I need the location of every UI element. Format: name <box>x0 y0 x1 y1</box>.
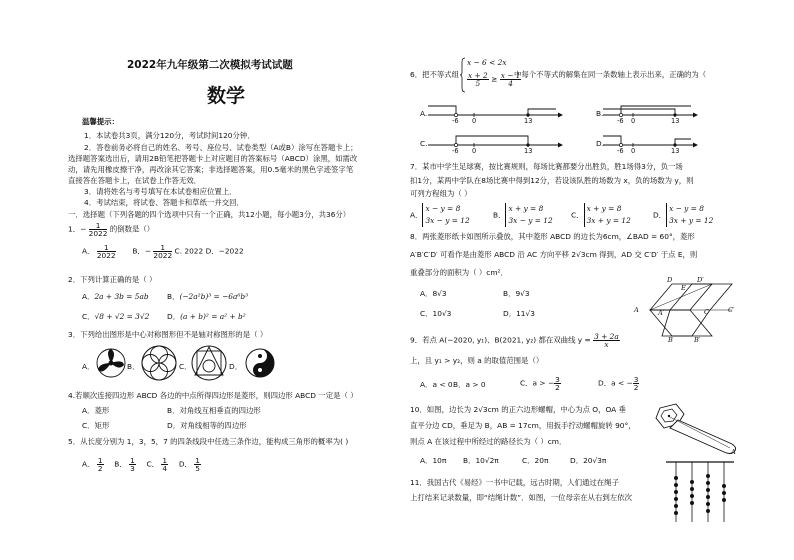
q6-tick-label: 0 <box>631 117 636 125</box>
q10-option-d: D．20√3π <box>570 456 607 465</box>
question-7-line: 7．某市中学生足球赛，按比赛规则，每场比赛都要分出胜负，胜1场得3分，负一场 <box>410 162 683 171</box>
notice-line: 2．答卷前务必将自己的姓名、考号、座位号、试卷类型（A或B）涂写在答题卡上； <box>84 143 358 152</box>
q1-opt-b-minus: − <box>144 246 152 256</box>
q1-opt-b-label: B． <box>132 246 145 256</box>
q6-tick-label: 13 <box>671 117 680 125</box>
q6-tick-label: 0 <box>472 117 477 125</box>
q8-label-c: C <box>704 308 710 316</box>
q1-opt-a-fraction: $\frac{1}{2022}$ <box>96 243 116 260</box>
notice-heading: 温馨提示： <box>82 117 119 126</box>
exam-title: 2022年九年级第二次模拟考试试题 <box>127 59 293 71</box>
q4-option-c: C．矩形 <box>82 421 110 430</box>
q9-option-b: B．a > 0 <box>453 380 486 389</box>
question-10-line: 直平分边 CD，垂足为 B，AB = 17cm，用扳手拧动螺帽旋转 90°， <box>410 421 636 430</box>
q8-rhombus-figure <box>640 280 740 342</box>
question-10-line: 则点 A 在该过程中所经过的路径长为（ ）cm． <box>410 437 567 446</box>
q6-number-line-a <box>428 100 563 128</box>
q6-system-brace <box>460 57 466 93</box>
q8-label-bp: B′ <box>694 336 701 344</box>
q5-opt-a-fraction: $\frac{1}{2}$ <box>97 456 103 473</box>
q1-opt-d: D．−2022 <box>205 246 244 256</box>
q7-option-c: C．x + y = 8 3x + y = 12 <box>571 204 631 225</box>
q1-opt-c: C. 2022 <box>174 246 204 256</box>
question-8-line: 重叠部分的面积为（ ）cm²． <box>410 268 508 277</box>
q8-label-a: A <box>634 306 639 314</box>
q5-opt-b-fraction: $\frac{1}{3}$ <box>130 456 135 473</box>
question-10-line: 10．如图，边长为 2√3cm 的正六边形螺帽，中心为点 O，OA 垂 <box>410 405 626 414</box>
notice-line: 3．请将姓名与考号填写在本试卷相应位置上． <box>84 187 237 196</box>
q3-figure-c-circle-triangle-square <box>190 344 228 382</box>
q11-knotted-rope-figure <box>664 458 736 526</box>
q10-wrench-figure <box>652 400 742 460</box>
q6-tick-label: -6 <box>452 117 459 125</box>
q6-number-line-c <box>428 130 563 158</box>
q6-tick-label: -6 <box>617 147 624 155</box>
q4-option-a: A．菱形 <box>82 406 110 415</box>
q3-option-a-label: A． <box>82 362 95 371</box>
subject-title: 数学 <box>207 85 246 107</box>
q6-option-b-label: B. <box>596 109 604 118</box>
q8-option-a: A．8√3 <box>420 289 447 298</box>
question-5-options <box>82 457 201 472</box>
question-9-line: 上，且 y₁ > y₂，则 a 的取值范围是（） <box>410 356 544 365</box>
q6-tick-label: 0 <box>472 147 477 155</box>
question-2-stem: 2．下列计算正确的是（ ） <box>68 275 157 284</box>
question-3-stem: 3．下列给出图形是中心对称图形但不是轴对称图形的是（ ） <box>68 330 268 339</box>
question-5-stem: 5．从长度分别为 1，3，5，7 的四条线段中任选三条作边，能构成三角形的概率为( ) <box>68 437 349 446</box>
q6-tick-label: -6 <box>452 147 459 155</box>
q6-option-a-label: A. <box>420 109 428 118</box>
q5-opt-c-label: C． <box>146 459 160 469</box>
q1-tail: 的倒数是（） <box>109 224 155 234</box>
q3-figure-a-triskelion <box>95 347 127 379</box>
q10-label-a: A <box>731 448 736 456</box>
q8-label-d: D <box>667 276 673 284</box>
q2-option-b: B．(−2a²b)³ = −6a⁶b³ <box>167 292 249 301</box>
q7-option-b: B．x + y = 8 3x − y = 12 <box>493 204 553 225</box>
q1-opt-a-label: A． <box>82 246 95 256</box>
q9-option-c: C．a > − $\frac{3}{2}$ <box>520 375 560 392</box>
q6-tick-label: 13 <box>671 147 680 155</box>
q8-label-e: E <box>681 284 686 292</box>
q3-figure-d-yin-yang <box>244 347 276 379</box>
q5-opt-c-fraction: $\frac{1}{4}$ <box>162 456 168 473</box>
question-8-line: A′B′C′D′ 可看作是由菱形 ABCD 沿 AC 方向平移 2√3cm 得到，AD 交 C′D′ 于点 E，则 <box>410 250 698 259</box>
q6-tick-label: 0 <box>631 147 636 155</box>
q6-tick-label: 13 <box>524 117 533 125</box>
q4-option-b: B．对角线互相垂直的四边形 <box>167 406 261 415</box>
q6-tick-label: -6 <box>617 117 624 125</box>
question-1-stem <box>68 222 154 237</box>
q6-stem-suffix: 中每个不等式的解集在同一条数轴上表示出来，正确的为（ <box>514 70 707 79</box>
q9-hyperbola-fraction: $\frac{3 + 2a}{x}$ <box>594 332 619 349</box>
q3-figure-b-four-circles <box>140 344 178 382</box>
q7-option-a: A．x − y = 8 3x − y = 12 <box>410 204 470 225</box>
q3-option-b-label: B． <box>127 362 140 371</box>
section-heading: 一．选择题（下列各题的四个选项中只有一个正确，共12小题，每小题3分，共36分） <box>68 210 351 219</box>
question-1-options <box>82 244 244 259</box>
q6-stem-prefix: 6．把不等式组 <box>410 70 460 79</box>
q8-option-d: D．11√3 <box>503 309 535 318</box>
question-8-line: 8．两张菱形纸卡如图所示叠放，其中菱形 ABCD 的边长为6cm，∠BAD = 60°，菱形 <box>410 232 695 241</box>
q5-opt-d-fraction: $\frac{1}{5}$ <box>195 456 200 473</box>
q1-fraction: $\frac{1}{2022}$ <box>88 221 108 238</box>
q8-label-dp: D′ <box>697 276 704 284</box>
q10-option-c: C．20π <box>522 456 549 465</box>
question-7-line: 扣1分，某两中学队在8场比赛中得到12分，若设该队胜的场数为 x，负的场数为 y，则 <box>410 176 694 185</box>
q7-option-d: D．x − y = 8 3x + y = 12 <box>653 204 714 225</box>
q9-option-a: A．a < 0 <box>420 380 453 389</box>
q3-option-c-label: C． <box>179 362 192 371</box>
q6-inequality-1: x − 6 < 2x <box>467 58 507 67</box>
notice-line: 1．本试卷共3页，满分120分，考试时间120分钟． <box>84 131 255 140</box>
q2-option-a: A．2a + 3b = 5ab <box>82 292 149 301</box>
q4-option-d: D．对角线相等的四边形 <box>167 421 247 430</box>
q8-label-b: B <box>668 336 673 344</box>
q8-label-cp: C′ <box>728 306 735 314</box>
q6-option-c-label: C. <box>420 139 428 148</box>
notice-line: 选择题答案选出后，请用2B铅笔把答题卡上对应题目的答案标号（ABCD）涂黑，如需改 <box>68 154 358 163</box>
q5-opt-a-label: A． <box>82 459 95 469</box>
question-11-line: 11．我国古代《易经》一书中记载，远古时期，人们通过在绳子 <box>410 478 619 487</box>
q6-tick-label: 13 <box>524 147 533 155</box>
q6-option-d-label: D. <box>596 139 605 148</box>
q1-minus: − <box>80 224 87 234</box>
q8-option-c: C．10√3 <box>420 309 452 318</box>
q1-number: 1． <box>68 224 81 234</box>
question-7-line: 可列方程组为（ ） <box>410 189 472 198</box>
notice-line: 动，请先用橡皮擦干净，再改涂其它答案；非选择题答案，用0.5毫米的黑色字迹签字笔 <box>68 165 354 174</box>
question-11-line: 上打结来记录数量，即“结绳计数”．如图，一位母亲在从右到左依次 <box>410 493 632 502</box>
q10-option-a: A．10π <box>420 456 447 465</box>
q6-inequality-2: $\frac{x + 2}{5}$ ≥ $\frac{x - 1}{4}$ <box>468 71 521 88</box>
q3-option-d-label: D． <box>229 362 243 371</box>
q10-option-b: B．10√2π <box>463 456 499 465</box>
notice-line: 4．考试结束，将试卷、答题卡和草纸一并交回． <box>84 198 244 207</box>
q5-opt-d-label: D． <box>178 459 192 469</box>
q8-label-ap: A′ <box>658 309 665 317</box>
q9-option-d: D．a < − $\frac{3}{2}$ <box>598 375 639 392</box>
q8-option-b: B．9√3 <box>503 289 530 298</box>
notice-line: 直接答在答题卡上，在试卷上作答无效． <box>68 176 202 185</box>
q2-option-c: C．√8 + √2 = 3√2 <box>82 312 150 321</box>
question-4-stem: 4.若顺次连接四边形 ABCD 各边的中点所得四边形是菱形，则四边形 ABCD 一定是（ ） <box>68 391 358 400</box>
q5-opt-b-label: B． <box>114 459 127 469</box>
question-9-line: 9．若点 A(−2020, y₁)、B(2021, y₂) 都在双曲线 y = $\frac{3 + 2a}{x}$ <box>410 332 619 349</box>
q2-option-d: D．(a + b)² = a² + b² <box>167 312 246 321</box>
q1-opt-b-fraction: $\frac{1}{2022}$ <box>153 243 173 260</box>
